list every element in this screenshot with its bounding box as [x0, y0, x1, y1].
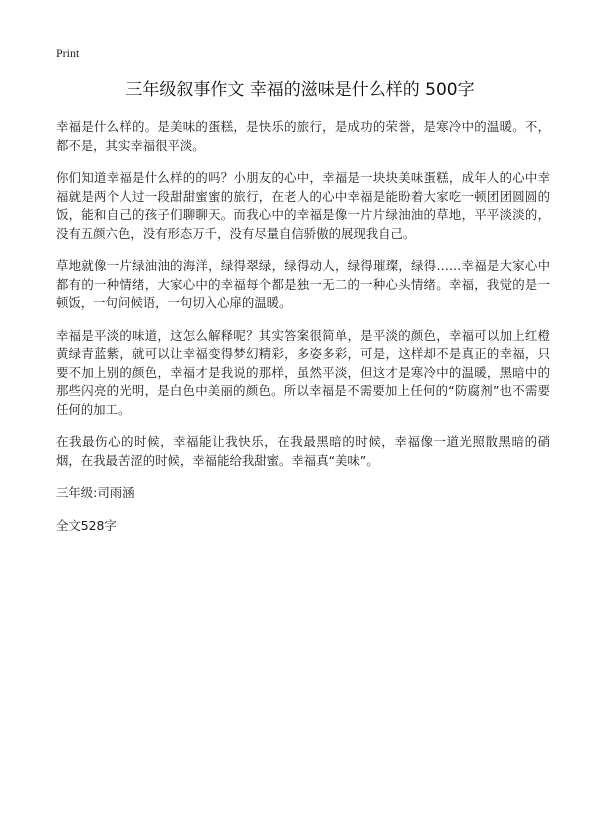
- article-title: 三年级叙事作文 幸福的滋味是什么样的 500字: [125, 80, 475, 100]
- paragraph-3: 草地就像一片绿油油的海洋，绿得翠绿，绿得动人，绿得璀璨，绿得……幸福是大家心中都有的一种情绪，大家心中的幸福每个都是独一无二的一种心头情绪。幸福，我觉的是一顿饭，一句问候语，一句切入心扉的温暖。: [56, 258, 550, 310]
- paragraph-5: 在我最伤心的时候，幸福能让我快乐，在我最黑暗的时候，幸福像一道光照散黑暗的硝烟，在我最苦涩的时候，幸福能给我甜蜜。幸福真“美味”。: [56, 434, 550, 468]
- paragraph-2: 你们知道幸福是什么样的的吗？小朋友的心中，幸福是一块块美味蛋糕，成年人的心中幸福就是两个人过一段甜甜蜜蜜的旅行，在老人的心中幸福是能盼着大家吃一顿团团圆圆的饭，能和自己的孩子们聊聊天。而我心中的幸福是像一片片绿油油的草地，平平淡淡的，没有五颜六色，没有形态万千，没有尽量自信骄傲的展现我自己。: [56, 170, 550, 241]
- paragraph-1: 幸福是什么样的。是美味的蛋糕，是快乐的旅行，是成功的荣誉，是寒冷中的温暖。不，都不是，其实幸福很平淡。: [56, 119, 550, 153]
- word-count: 全文528字: [56, 517, 117, 533]
- paragraph-4: 幸福是平淡的味道，这怎么解释呢？其实答案很简单，是平淡的颜色，幸福可以加上红橙黄绿青蓝紫，就可以让幸福变得梦幻精彩，多姿多彩，可是，这样却不是真正的幸福，只要不加上别的颜色，幸福才是我说的那样，虽然平淡，但这才是寒冷中的温暖，黑暗中的那些闪亮的光明，是白色中美丽的颜色。所以幸福是不需要加上任何的“防腐剂”也不需要任何的加工。: [56, 327, 550, 417]
- print-link[interactable]: Print: [56, 46, 80, 60]
- article-body: [56, 118, 550, 549]
- author-line: 三年级:司雨涵: [56, 485, 135, 500]
